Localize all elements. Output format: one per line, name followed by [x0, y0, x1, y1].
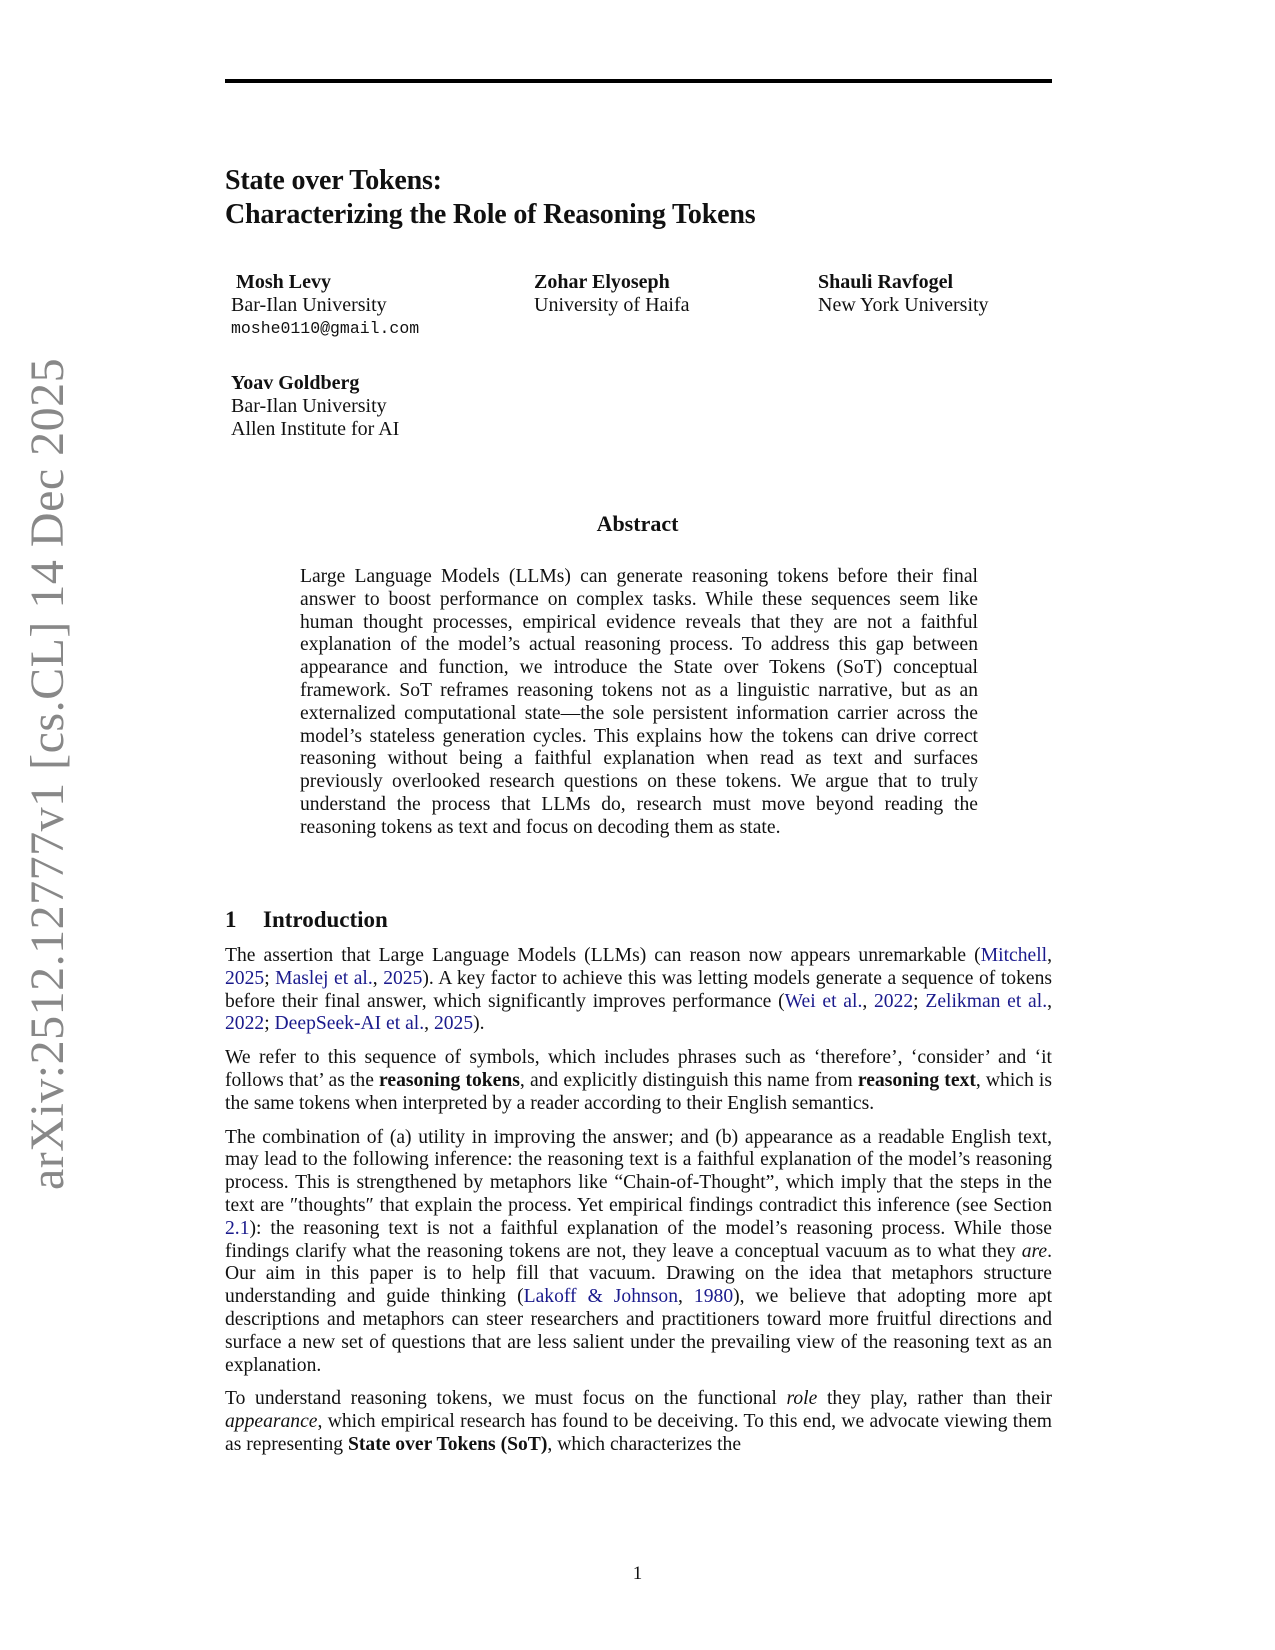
citation-year-link[interactable]: 2022 — [225, 1013, 265, 1035]
title-line-1: State over Tokens: — [225, 165, 442, 196]
citation-link[interactable]: Maslej et al. — [275, 967, 373, 989]
author-name: Mosh Levy — [236, 271, 331, 293]
author-affiliation-2: Allen Institute for AI — [231, 418, 400, 440]
term-sot: State over Tokens (SoT) — [347, 1433, 548, 1455]
section-ref-link[interactable]: 2.1 — [225, 1217, 250, 1239]
section-title: Introduction — [263, 907, 388, 932]
author-name: Shauli Ravfogel — [818, 271, 954, 293]
paragraph-3: The combination of (a) utility in improving the answer; and (b) appearance as a readable English text, may lead to the following inference: the reasoning text is a faithful explanation of the model’s reasoning process. This is strengthened by metaphors like “Chain-of-Thought”, which imply that the steps in the text are ″thoughts″ that explain the process. Yet empirical findings contradict this inference (see Section 2.1): the reasoning text is not a faithful explanation of the model’s reasoning process. While those findings clarify what the reasoning tokens are not, they leave a conceptual vacuum as to what they are. Our aim in this paper is to help fill that vacuum. Drawing on the idea that metaphors structure understanding and guide thinking (Lakoff & Johnson, 1980), we believe that adopting more apt descriptions and metaphors can steer researchers and practitioners toward more fruitful directions and surface a new set of questions that are less salient under the prevailing view of the reasoning text as an explanation. — [225, 1126, 1053, 1376]
citation-year-link[interactable]: 1980 — [693, 1286, 734, 1308]
author-affiliation: University of Haifa — [534, 294, 690, 316]
abstract-text: Large Language Models (LLMs) can generate reasoning tokens before their final answer to boost performance on complex tasks. While these sequences seem like human thought processes, empirical evidence reveals that they are not a faithful explanation of the model’s actual reasoning process. To address this gap between appearance and function, we introduce the State over Tokens (SoT) conceptual framework. SoT reframes reasoning tokens not as a linguistic narrative, but as an externalized computational state—the sole persistent information carrier across the model’s stateless generation cycles. This explains how the tokens can drive correct reasoning without being a faithful explanation when read as text and surfaces previously overlooked research questions on these tokens. We argue that to truly understand the process that LLMs do, research must move beyond reading the reasoning tokens as text and focus on decoding them as state. — [300, 566, 978, 838]
author-block — [236, 271, 331, 294]
arxiv-stamp: arXiv:2512.12777v1 [cs.CL] 14 Dec 2025 — [21, 357, 74, 1190]
citation-year-link[interactable]: 2025 — [225, 967, 265, 989]
section-number: 1 — [225, 907, 237, 932]
citation-link[interactable]: Mitchell — [980, 945, 1048, 966]
citation-link[interactable]: Zelikman et al. — [925, 990, 1048, 1012]
author-block — [818, 271, 989, 317]
citation-year-link[interactable]: 2025 — [433, 1013, 474, 1035]
paragraph-1: The assertion that Large Language Models (LLMs) can reason now appears unremarkable (Mitchell, 2025; Maslej et al., 2025). A key factor to achieve this was letting models generate a sequence of tokens before their final answer, which significantly improves performance (Wei et al., 2022; Zelikman et al., 2022; DeepSeek-AI et al., 2025). — [225, 945, 1053, 1035]
author-block-details — [231, 294, 419, 340]
citation-link[interactable]: Wei et al. — [784, 990, 863, 1012]
author-name: Yoav Goldberg — [231, 372, 360, 394]
header-rule — [225, 79, 1052, 83]
author-affiliation: New York University — [818, 294, 989, 316]
author-affiliation: Bar-Ilan University — [231, 395, 387, 417]
paragraph-2: We refer to this sequence of symbols, which includes phrases such as ‘therefore’, ‘consider’ and ‘it follows that’ as the reasoning tokens, and explicitly distinguish this name from reasoning text, which is the same tokens when interpreted by a reader according to their English semantics. — [225, 1047, 1052, 1114]
paper-title — [225, 164, 755, 232]
abstract-heading: Abstract — [596, 511, 679, 536]
author-email[interactable]: moshe0110@gmail.com — [231, 319, 420, 338]
author-block — [231, 372, 399, 441]
paragraph-4: To understand reasoning tokens, we must focus on the functional role they play, rather than their appearance, which empirical research has found to be deceiving. To this end, we advocate viewing them as representing State over Tokens (SoT), which characterizes the — [225, 1388, 1052, 1455]
term-reasoning-text: reasoning text — [857, 1069, 976, 1091]
body-text — [225, 945, 1052, 1468]
section-heading — [225, 907, 388, 933]
citation-link[interactable]: DeepSeek-AI et al. — [274, 1013, 425, 1035]
citation-link[interactable]: Lakoff & Johnson — [523, 1286, 679, 1308]
author-block — [534, 271, 690, 317]
page-number: 1 — [632, 1563, 643, 1584]
author-affiliation: Bar-Ilan University — [231, 294, 387, 316]
author-name: Zohar Elyoseph — [534, 271, 670, 293]
title-line-2: Characterizing the Role of Reasoning Tokens — [225, 199, 756, 230]
citation-year-link[interactable]: 2025 — [383, 967, 423, 989]
citation-year-link[interactable]: 2022 — [873, 990, 914, 1012]
term-reasoning-tokens: reasoning tokens — [379, 1069, 520, 1091]
